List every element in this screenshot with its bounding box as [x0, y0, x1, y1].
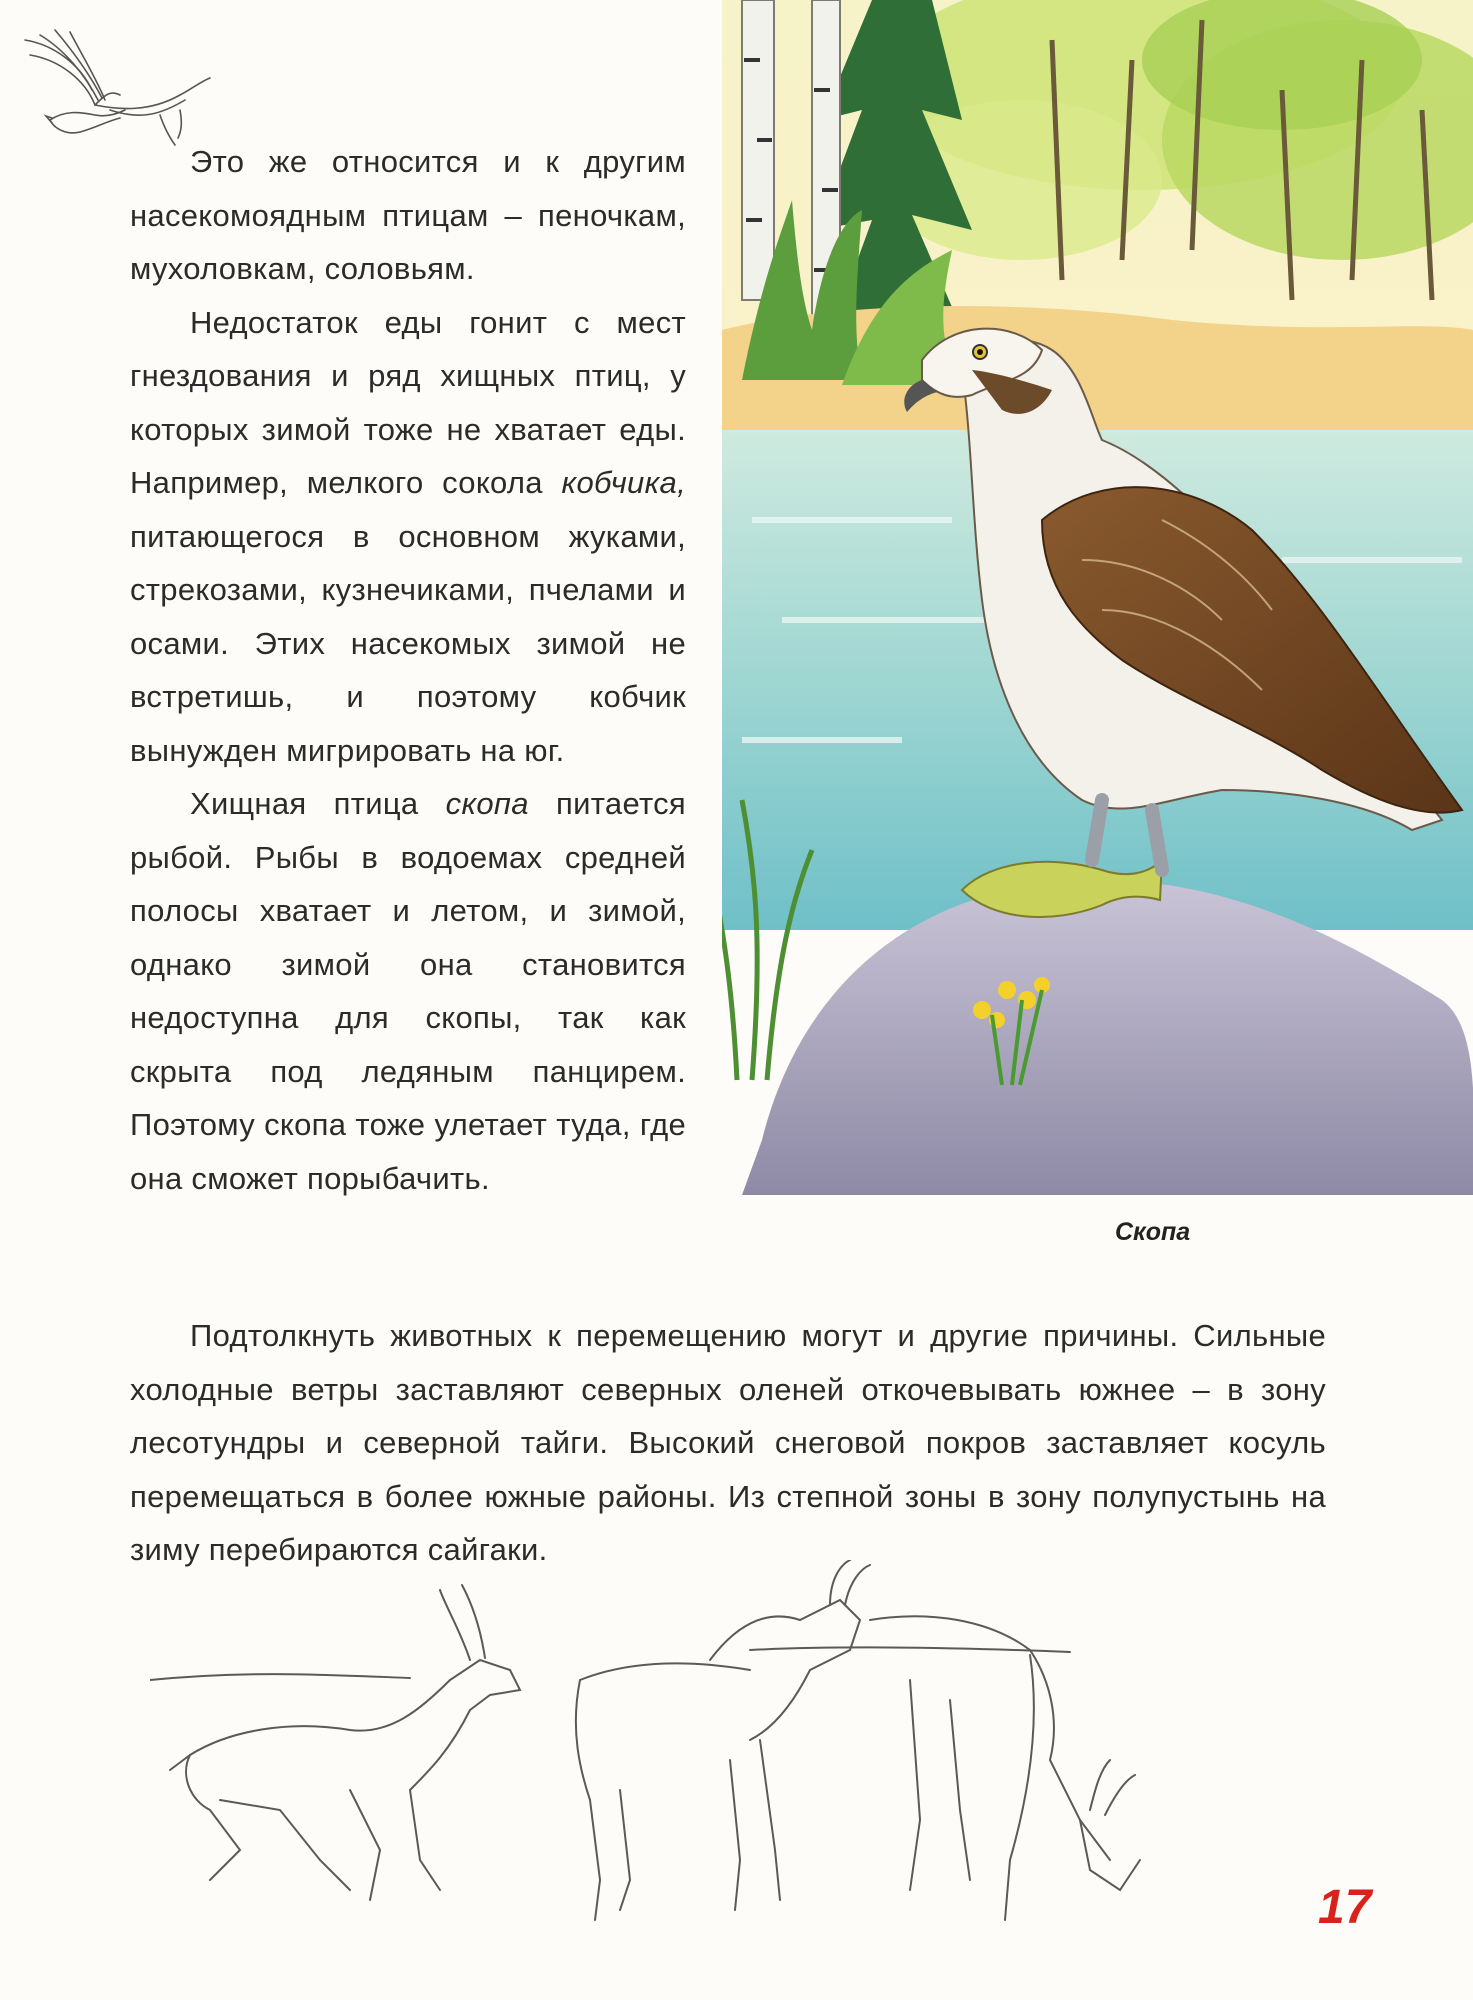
text-run: питающегося в основном жуками, стрекозами, кузнечиками, пчелами и осами. Этих насекомых зимой не встретишь, и поэтому кобчик вынужден мигрировать на юг.: [130, 518, 686, 768]
paragraph: [130, 777, 686, 1205]
italic-term: кобчика,: [561, 465, 686, 500]
text-run: питается рыбой. Рыбы в водоемах средней полосы хватает и летом, и зимой, однако зимой она становится недоступна для скопы, так как скрыта под ледяным панцирем. Поэтому скопа тоже улетает туда, где она сможет порыбачить.: [130, 786, 686, 1196]
paragraph: Подтолкнуть животных к перемещению могут и другие причины. Сильные холодные ветры заставляют северных оленей откочевывать южнее – в зону лесотундры и северной тайги. Высокий снеговой покров заставляет косуль перемещаться в более южные районы. Из степной зоны в зону полупустынь на зиму перебираются сайгаки.: [130, 1318, 1326, 1567]
text-run: Хищная птица: [190, 786, 446, 821]
full-width-text: [130, 1309, 1326, 1577]
osprey-illustration: [722, 0, 1473, 1195]
text-run: Это же относится и к другим насекомоядным птицам – пеночкам, мухоловкам, соловьям.: [130, 144, 686, 286]
flying-bird-sketch: [10, 20, 215, 150]
column-text: [130, 135, 686, 1205]
paragraph: [130, 135, 686, 296]
paragraph: [130, 296, 686, 778]
illustration-caption: Скопа: [1115, 1218, 1191, 1246]
text-run: Недостаток еды гонит с мест гнездования и ряд хищных птиц, у которых зимой тоже не хватает еды. Например, мелкого сокола: [130, 304, 686, 500]
antelope-sketches: [150, 1560, 1330, 1940]
page-number: 17: [1318, 1881, 1372, 1934]
italic-term: скопа: [445, 786, 529, 821]
